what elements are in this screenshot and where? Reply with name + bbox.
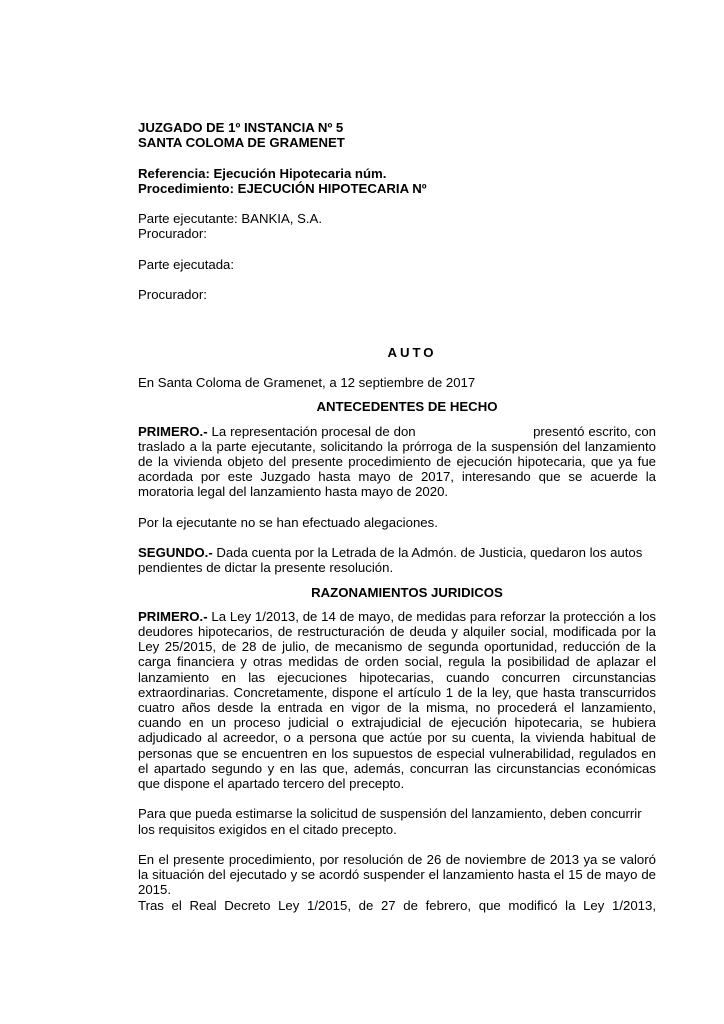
antecedentes-primero: [138, 423, 660, 500]
tras-paragraph: Tras el Real Decreto Ley 1/2015, de 27 de febrero, que modificó la Ley 1/2013,: [138, 897, 656, 913]
court-location: SANTA COLOMA DE GRAMENET: [138, 135, 345, 151]
parte-ejecutada: Parte ejecutada:: [138, 256, 235, 272]
razonamientos-primero-label: PRIMERO.-: [138, 608, 208, 624]
court-name: JUZGADO DE 1º INSTANCIA Nº 5: [138, 120, 344, 135]
razonamientos-primero: [138, 609, 656, 791]
antecedentes-primero-text: La representación procesal de don presentó escrito, con traslado a la parte ejecutante, solicitando la prórroga de la suspensión del lanzamiento de la vivienda objeto del presente procedimiento de ejecución hipotecaria, que ya fue acordada por este Juzgado hasta mayo de 2017, interesando que se acuerde la moratoria legal del lanzamiento hasta mayo de 2020.: [138, 423, 660, 500]
date-line: En Santa Coloma de Gramenet, a 12 septiembre de 2017: [138, 375, 476, 391]
document-title: AUTO: [387, 344, 437, 360]
procurador-ejecutante: Procurador:: [138, 226, 207, 242]
razonamientos-primero-text: La Ley 1/2013, de 14 de mayo, de medidas para reforzar la protección a los deudores hipotecarios, de restructuración de deuda y alquiler social, modificada por la Ley 25/2015, de 28 de julio, de mecanismo de segunda oportunidad, reducción de la carga financiera y otras medidas de orden social, regula la posibilidad de aplazar el lanzamiento en las ejecuciones hipotecarias, cuando concurren circunstancias extraordinarias. Concretamente, dispone el artículo 1 de la ley, que hasta transcurridos cuatro años desde la entrada en vigor de la misma, no procederá el lanzamiento, cuando en un proceso judicial o extrajudicial de ejecución hipotecaria, se hubiera adjudicado al acreedor, o a persona que actúe por su cuenta, la vivienda habitual de personas que se encuentren en los supuestos de especial vulnerabilidad, regulados en el apartado segundo y en las que, además, concurran las circunstancias económicas que dispone el apartado tercero del precepto.: [138, 608, 656, 791]
antecedentes-segundo: [138, 545, 656, 575]
para-que-paragraph: Para que pueda estimarse la solicitud de suspensión del lanzamiento, deben concurrir los requisitos exigidos en el citado precepto.: [138, 806, 642, 837]
razonamientos-heading: RAZONAMIENTOS JURIDICOS: [311, 584, 503, 600]
document-page: [138, 120, 660, 913]
alegaciones-text: Por la ejecutante no se han efectuado alegaciones.: [138, 514, 438, 530]
antecedentes-heading: ANTECEDENTES DE HECHO: [316, 399, 498, 415]
procedimiento: Procedimiento: EJECUCIÓN HIPOTECARIA Nº: [138, 180, 427, 196]
referencia: Referencia: Ejecución Hipotecaria núm.: [138, 165, 387, 181]
presente-procedimiento-paragraph: En el presente procedimiento, por resolución de 26 de noviembre de 2013 ya se valoró la situación del ejecutado y se acordó suspender el lanzamiento hasta el 15 de mayo de 2015.: [138, 851, 656, 898]
antecedentes-primero-label: PRIMERO.-: [138, 423, 208, 439]
procurador-ejecutada: Procurador:: [138, 287, 207, 303]
antecedentes-segundo-label: SEGUNDO.-: [138, 545, 213, 561]
antecedentes-segundo-text: Dada cuenta por la Letrada de la Admón. de Justicia, quedaron los autos pendientes de dictar la presente resolución.: [138, 545, 643, 576]
parte-ejecutante: Parte ejecutante: BANKIA, S.A.: [138, 211, 322, 227]
